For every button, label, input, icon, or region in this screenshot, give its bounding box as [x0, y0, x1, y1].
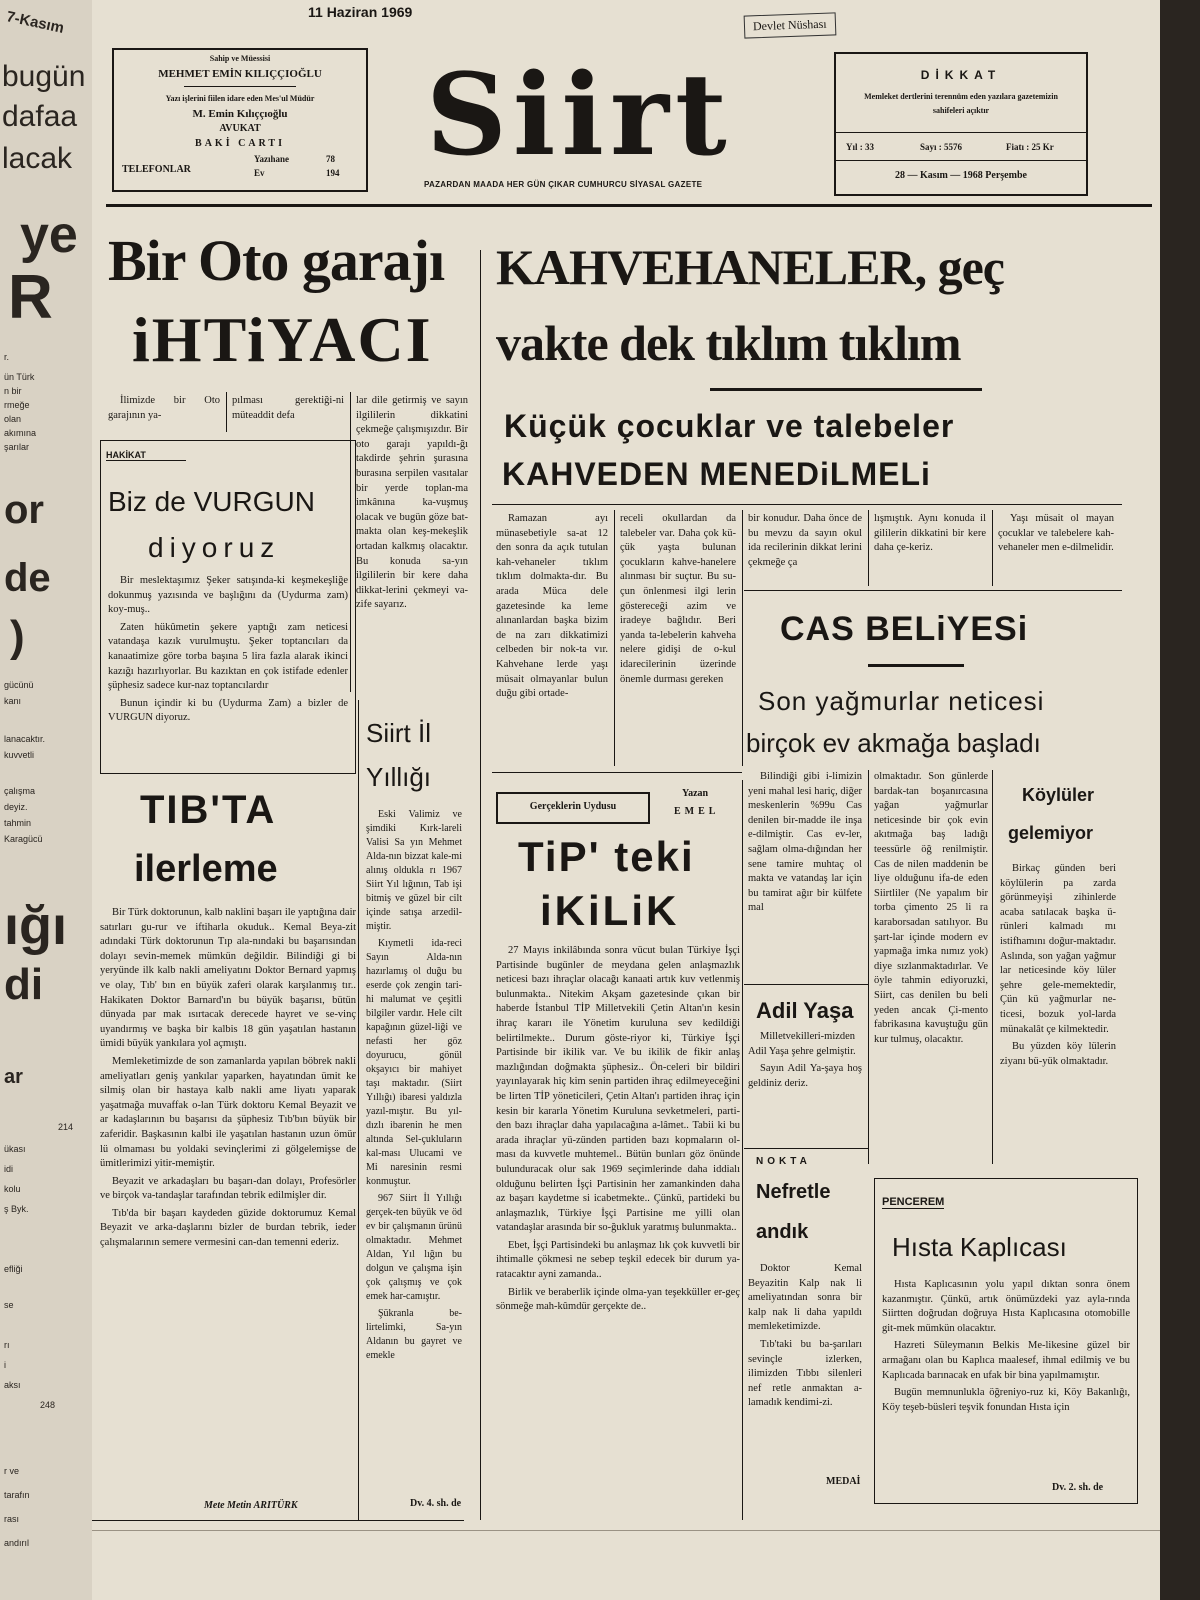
notice-box: [834, 52, 1088, 196]
card-text: BAKİ CARTI: [195, 138, 285, 149]
strip-text: r.: [4, 352, 10, 362]
phones-label: TELEFONLAR: [122, 164, 191, 175]
strip-text: se: [4, 1300, 14, 1310]
cas-subheadline-2: birçok ev akmağa başladı: [746, 728, 1041, 758]
tib-headline-1: TIB'TA: [140, 788, 277, 832]
newspaper-title: Siirt: [426, 50, 733, 181]
kahve-headline-1: KAHVEHANELER, geç: [496, 239, 1004, 295]
adil-headline: Adil Yaşa: [756, 998, 854, 1023]
cas-col-2: olmaktadır. Son günlerde bardak-tan boşanırcasına yağan yağmurlar neticesinde bir çok evin akıtmağa baş ladığı teessürle öğ renilmiştir. Cas de nilen maddenin be liye olduğunu ifa-de eden Siirtliler (Ne yapalım bir torba çimento 25 li ra karaborsadan satılıyor. Bu şart-lar içinde modern ev yapmağa imka nımız yok) diye sızlanmaktadırlar. Ve öyle tahmin ediyoruzki, Siirt, cas denilen bu beli yeden ancak Çi-mento fabrikasına kavuştuğu gün kur tulmuş, olacaktır.: [874, 771, 988, 1045]
office-number: 78: [326, 154, 335, 164]
tip-author: EMEL: [674, 806, 720, 817]
owner-box: [112, 48, 368, 192]
handwritten-date: 11 Haziran 1969: [308, 4, 413, 20]
adil-body: Milletvekilleri-mizden Adil Yaşa şehre gelmiştir. Sayın Adil Ya-şaya hoş geldiniz deriz.: [748, 1031, 862, 1089]
strip-text: di: [4, 960, 44, 1009]
strip-text: idi: [4, 1164, 14, 1174]
newspaper-subtitle: PAZARDAN MAADA HER GÜN ÇIKAR CUMHURCU SİYASAL GAZETE: [424, 180, 703, 189]
strip-text: aksı: [4, 1380, 21, 1390]
newspaper-page: [92, 0, 1160, 1600]
strip-text: kuvvetli: [4, 750, 35, 760]
kahve-headline-2: vakte dek tıklım tıklım: [496, 315, 961, 371]
strip-text: lanacaktır.: [4, 734, 46, 744]
strip-text: deyiz.: [4, 802, 28, 812]
strip-text: efliği: [4, 1264, 23, 1274]
pencerem-continued: Dv. 2. sh. de: [1052, 1482, 1104, 1493]
garage-col-1: İlimizde bir Oto garajının ya-: [108, 395, 220, 421]
strip-text: 214: [58, 1122, 74, 1132]
notice-text: Memleket dertlerini terennüm eden yazılara gazetemizin sahifeleri açıktır: [864, 92, 1058, 115]
strip-text: dafaa: [2, 100, 78, 133]
strip-text: bugün: [2, 60, 86, 93]
yillik-continued: Dv. 4. sh. de: [410, 1498, 462, 1509]
home-number: 194: [326, 168, 340, 178]
strip-text: rı: [4, 1340, 10, 1350]
strip-text: gücünü: [4, 680, 34, 690]
price: Fiatı : 25 Kr: [1006, 142, 1054, 152]
hakikat-label: HAKİKAT: [106, 450, 186, 461]
pencerem-headline: Hısta Kaplıcası: [892, 1232, 1067, 1262]
issue-date: 28 — Kasım — 1968 Perşembe: [895, 170, 1027, 181]
strip-text: akımına: [4, 428, 37, 438]
strip-text: Karagücü: [4, 834, 43, 844]
strip-text: olan: [4, 414, 22, 424]
tip-author-label: Yazan: [682, 788, 709, 799]
pencerem-label: PENCEREM: [882, 1196, 945, 1208]
strip-text: 248: [40, 1400, 56, 1410]
kahve-col-1: Ramazan ayı münasebetiyle sa-at 12 den sonra da açık tutulan kah-vehaneler tıklım tıklım dolmakta-dır. Bu arada Müca dele gazetesinde ka leme alınanlardan başka bizim de na zarı dikkatimizi celbeden bir nok-ta vır. Kahvehane lerde yaşı müsait olmayanlar bulun duğu gibi ortade-: [496, 513, 608, 700]
yillik-body: Eski Valimiz ve şimdiki Kırk-lareli Valisi Sa yın Mehmet Alda-nın bizzat kale-mi alınış oldukla rı 1967 Siirt Yıl lığının, Tab işi bitmiş ve güzel bir cilt içinde satışa arzedil-miştir. Kıymetli ida-reci Sayın Alda-nın hazırlamış ol duğu bu eserde çok zengin tari-hi malumat ve çeşitli bilgiler vardır. Hele cilt kapağının güzel-liği ve nefasti her göz doyurucu, gönül okşayıcı bir mahiyet taşı maktadır. (Siirt Yıllığı) ibaresi yaldızla yazıl-mıştır. Bu yıl-dızlı ibarenin he men altında Sel-çukluların kal-ması Ulucami ve Mi naresinin resmi konmuştur. 967 Siirt İl Yıllığı gerçek-ten büyük ve öd ev bir çalışmanın ürünü olmaktadır. Mehmet Aldan, Yıl lığın bu dolgun ve çalışma işin çok çalışmış ve çok emek har-camıştır. Şükranla be-lirtelimki, Sa-yın Aldanın bu gayret ve emekle: [366, 809, 462, 1361]
hakikat-body: Bir meslektaşımız Şeker satışında-ki keşmekeşliğe dokunmuş yazısında ve başlığını da (Uydurma zam) koy-muş.. Zaten hükûmetin şekere yaptığı zam neticesi vatandaşa kazık vurulmuştu. Şeker toptancıları da kanaatimize göre torba başına 5 lira fazla alarak ikinci kazığı hazırlıyorlar. Bu kazıktan en çok istifade edenler şüphesiz sadece kur-naz toptancılardır Bunun içindir ki bu (Uydurma Zam) a bizler de VURGUN diyoruz.: [108, 575, 348, 724]
editor-name: M. Emin Kılıççıoğlu: [192, 108, 288, 120]
tip-body: 27 Mayıs inkilâbında sonra vücut bulan Türkiye İşçi Partisinde bugünler de meydana gelen anlaşmazlık neticesi bazı ihraçlar olacağı kanaati artık kuv vetlenmiş bulunmakta.. Nitekim Akşam gazetesinde çıkan bir haberde İstanbul TİP Milletvekili Çetin Altan'ın kesin ihraç kararı ile Yönetim kuruluna sev kedildiği belirtilmekte.. Durum göste-riyor ki, Türkiye İşçi Partisinde bir ikilik var. Ve bu ikilik de fikir anlaş mazlığından doğmakta şüphesiz.. Ön-celeri bir bildiri yayınlayarak hiç kim senin partiden ihraç edilmeyeceğini be lirten TİP yöneticileri, Çetin Altan'ı partiden ihraç için kesin bir kararla Yönetim Kuruluna sevketmeleri, parti-den bazı ihraçlar daha yapılacağına a-lâmet.. Tabii ki bu arada ihraçlar yü-zünden partiden bazı kopmaların ol-ması da kuvvetle muhtemel.. Bütün bunları göz önünde bulunduracak olur sak 1969 seçimlerinde daha iddialı olduğunu belirten İşçi Partisinin her zamankinden daha az başarı kaydetme si icabetmekte.. Çünkü, partideki bu anlaşmazlık, Türkiye İşçi Partisine me yilli olan vatandaşlar arasında bir so-ğukluk yaratmış bulunmakta.. Ebet, İşçi Partisindeki bu anlaşmaz lık çok kuvvetli bir ihtimalle çökmesi ne sebep teşkil edecek bir durum ya-ratacaktır ayni zamanda.. Birlik ve beraberlik içinde olma-yan teşekküller er-geç sönmeğe mah-kûmdür gerçekte de..: [496, 945, 740, 1313]
tip-headline-2: iKiLiK: [540, 887, 680, 934]
binder-edge: [1160, 0, 1200, 1600]
strip-text: R: [8, 263, 53, 332]
strip-text: 7-Kasım: [4, 8, 66, 37]
editor-title: AVUKAT: [219, 123, 261, 134]
pencerem-body: Hısta Kaplıcasının yolu yapıl dıktan sonra önem kazanmıştır. Çünkü, artık önümüzdeki yaz ayla-rında Siirtten doğrudan doğruya Hısta Kaplıcasına otomobille git-mek mümkün olacaktır. Hazreti Süleymanın Belkis Me-likesine güzel bir armağanı olan bu Kaplıca maalesef, ihmal edilmiş ve bu Kaplıcada barınacak en ufak bir bina yapılmamıştır. Bugün memnunlukla öğreniyo-ruz ki, Köy Bakanlığı, Köy teşeb-büsleri teşvik fonundan Hısta için: [882, 1279, 1130, 1413]
strip-text: ığı: [4, 896, 67, 956]
strip-text: rmeğe: [4, 400, 30, 410]
strip-text: tarafın: [4, 1490, 30, 1500]
hakikat-headline-2: diyoruz: [148, 532, 281, 563]
strip-text: n bir: [4, 386, 22, 396]
nokta-headline-1: Nefretle: [756, 1181, 831, 1203]
strip-text: de: [4, 556, 51, 600]
strip-text: ar: [4, 1066, 23, 1088]
cas-headline: CAS BELiYESi: [780, 610, 1029, 648]
notice-title: DİKKAT: [920, 68, 1002, 82]
strip-text: ye: [20, 206, 78, 264]
strip-text: or: [4, 488, 44, 532]
nokta-body: Doktor Kemal Beyazitin Kalp nak li ameliyatından sonra bir kalp nak li daha yapıldı memleketimizde. Tıb'taki bu ba-şarıları sevinçle izlerken, ilimizden Tıbbı silenleri nef retle anmaktan a-lamadık kendimi-zi.: [748, 1263, 862, 1409]
garage-headline-2: iHTiYACI: [132, 304, 433, 375]
strip-text: lacak: [2, 142, 73, 175]
cas-subheadline-1: Son yağmurlar neticesi: [758, 686, 1045, 716]
yillik-headline-2: Yıllığı: [366, 762, 432, 792]
strip-text: ): [10, 612, 25, 661]
kahve-col-5: Yaşı müsait ol mayan çocuklar ve talebelere kah-vehaneler men e-dilmelidir.: [998, 513, 1114, 554]
tib-body: Bir Türk doktorunun, kalb naklini başarı ile yaptığına dair satırları gu-rur ve iftiharla okuduk.. Kemal Beya-zit adındaki Türk doktorunun Tıp ala-nındaki bu başarısından dolayı sevin-memek mümkün değildir. Bilindiği gi bi yeryünde ilk kalb nakli ameliyatını Doktor Bernard yapmış ve olay, Tıb' bın en büyük zaferi olarak karşılanmış tır.. Hakikaten Doktor Barnard'ın bu büyük başarısı, bütün dünyada par mak ısırtacak derecede hayret ve se-vinç uyandırmış ve başka bir kalbis 18 gün yaşatılan hastanın ümidi büyük yankılara yol açmıştı. Memleketimizde de son zamanlarda yapılan böbrek nakli ameliyatları geniş yankılar yaparken, hayatından ümit ke silmiş olan bir hastaya kalb nakli ame liyatı yaparak yaşatmağa muvaffak o-lan Türk doktoru Kemal Beyazit ve ar kadaşlarının bu başarısı da şüphesiz Tıb'bın büyük bir zaferidir. Başkasının kalbi ile yaşatılan hastanın uzun ömür lü olmaması bu yoldaki sevinçlerimi zi gölgelemişse de ümitlerimizi yitir-memiştir. Beyazit ve arkadaşları bu başarı-dan dolayı, Profesörler ve birçok va-tandaşlar tarafından tebrik edilmişler dir. Tıb'da bir başarı kaydeden güzide doktorumuz Kemal Beyazit ve arka-daşlarını bizler de burdan tebrik, ieder çalışmalarının semere vermesini can-dan temenni ederiz.: [100, 907, 356, 1249]
cas-col-1: Bilindiği gibi i-limizin yeni mahal lesi hariç, diğer meskenlerin %99u Cas denilen bir-madde ile inşa e-dilmiştir. Cas ev-ler, sağlam olma-dığından her sene tamire muhtaç ol makta ve vatandaş lar için bu tamirat ağır bir külfete mal: [748, 771, 862, 914]
strip-text: ş Byk.: [4, 1204, 29, 1214]
strip-text: i: [4, 1360, 6, 1370]
koy-body: Birkaç günden beri köylülerin pa zarda görünmeyişi zihinlerde acaba satılacak başka ü-rünleri kalmadı mı istifhamını doğur-maktadır. Aslında, son yağan yağmur lar neticesinde köy lüler şehre gele-memektedir, Çün kü yağmurlar ne-ticesi, bozuk yol-larda münakalât çe kilmektedir. Bu yüzden köy lülerin ziyanı bü-yük olmaktadır.: [1000, 863, 1116, 1067]
owner-name: MEHMET EMİN KILIÇÇIOĞLU: [158, 68, 322, 80]
tip-column-label-box: [496, 792, 650, 824]
kahve-col-3: bir konudur. Daha önce de bu mevzu da sayın okul ida recilerinin dikkat lerini çekmeğe ça: [748, 513, 862, 568]
koy-headline-1: Köylüler: [1022, 785, 1095, 805]
kahve-col-4: lışmıştık. Aynı konuda il gililerin dikkatini bir kere daha çe-keriz.: [874, 513, 986, 554]
tib-author: Mete Metin ARITÜRK: [204, 1500, 298, 1511]
strip-text: tahmin: [4, 818, 32, 828]
koy-headline-2: gelemiyor: [1008, 823, 1094, 843]
owner-label: Sahip ve Müessisi: [209, 54, 271, 63]
home-label: Ev: [254, 168, 265, 178]
nokta-headline-2: andık: [756, 1221, 809, 1243]
strip-text: andırıl: [4, 1538, 30, 1548]
nokta-label: NOKTA: [756, 1156, 811, 1167]
kahve-col-2: receli okullardan da talebeler var. Daha çok kü-çük yaşta bulunan çocukların kahve-hanelere alınması bir suçtur. Bu su-çun önlenmesi ilgi lerin göstereceği azim ve iradeye bağlıdır. Beri yanda ta-lebelerin kahveha nelere gidişi de o-kul idarecilerinin üzerinde önemle durması gereken: [620, 513, 736, 685]
issue: Sayı : 5576: [920, 142, 963, 152]
strip-text: rası: [4, 1514, 20, 1524]
tip-column-label: Gerçeklerin Uydusu: [529, 801, 617, 812]
strip-text: şarılar: [4, 442, 30, 452]
strip-text: kolu: [4, 1184, 21, 1194]
tip-headline-1: TiP' teki: [518, 833, 695, 880]
tib-headline-2: ilerleme: [134, 848, 278, 890]
kahve-subheadline-2: KAHVEDEN MENEDiLMELi: [502, 456, 931, 492]
strip-text: r ve: [4, 1466, 20, 1476]
garage-col-3: lar dile getirmiş ve sayın ilgililerin dikkatini çekmeğe çalışmışızdır. Bir oto garajı yapıldı-ğı takdirde şehrin şurasına burasına serpilen vasıtalar bir yerde toplan-ma imkânına ka-vuşmuş olacak ve bugün göze bat-makta olan keş-mekeşlik ortadan kalkmış olacaktır. Bu konuda sa-yın ilgililerin bir kere daha dikkat-lerini çekmeyi va-zife sayarız.: [356, 395, 468, 611]
garage-headline-1: Bir Oto garajı: [108, 228, 445, 293]
strip-text: ükası: [4, 1144, 26, 1154]
previous-page-strip: [0, 0, 95, 1600]
hakikat-headline-1: Biz de VURGUN: [108, 486, 315, 517]
yillik-headline-1: Siirt İl: [366, 718, 431, 748]
garage-col-2: pılması gerektiği-ni müteaddit defa: [232, 395, 344, 421]
editor-label: Yazı işlerini fiilen idare eden Mes'ul Müdür: [165, 94, 315, 103]
office-label: Yazıhane: [254, 154, 290, 164]
year: Yıl : 33: [846, 142, 874, 152]
stamp: Devlet Nüshası: [744, 12, 836, 38]
strip-text: çalışma: [4, 786, 36, 796]
strip-text: ün Türk: [4, 372, 35, 382]
strip-text: kanı: [4, 696, 22, 706]
nokta-author: MEDAİ: [826, 1476, 861, 1487]
kahve-subheadline-1: Küçük çocuklar ve talebeler: [504, 408, 955, 444]
